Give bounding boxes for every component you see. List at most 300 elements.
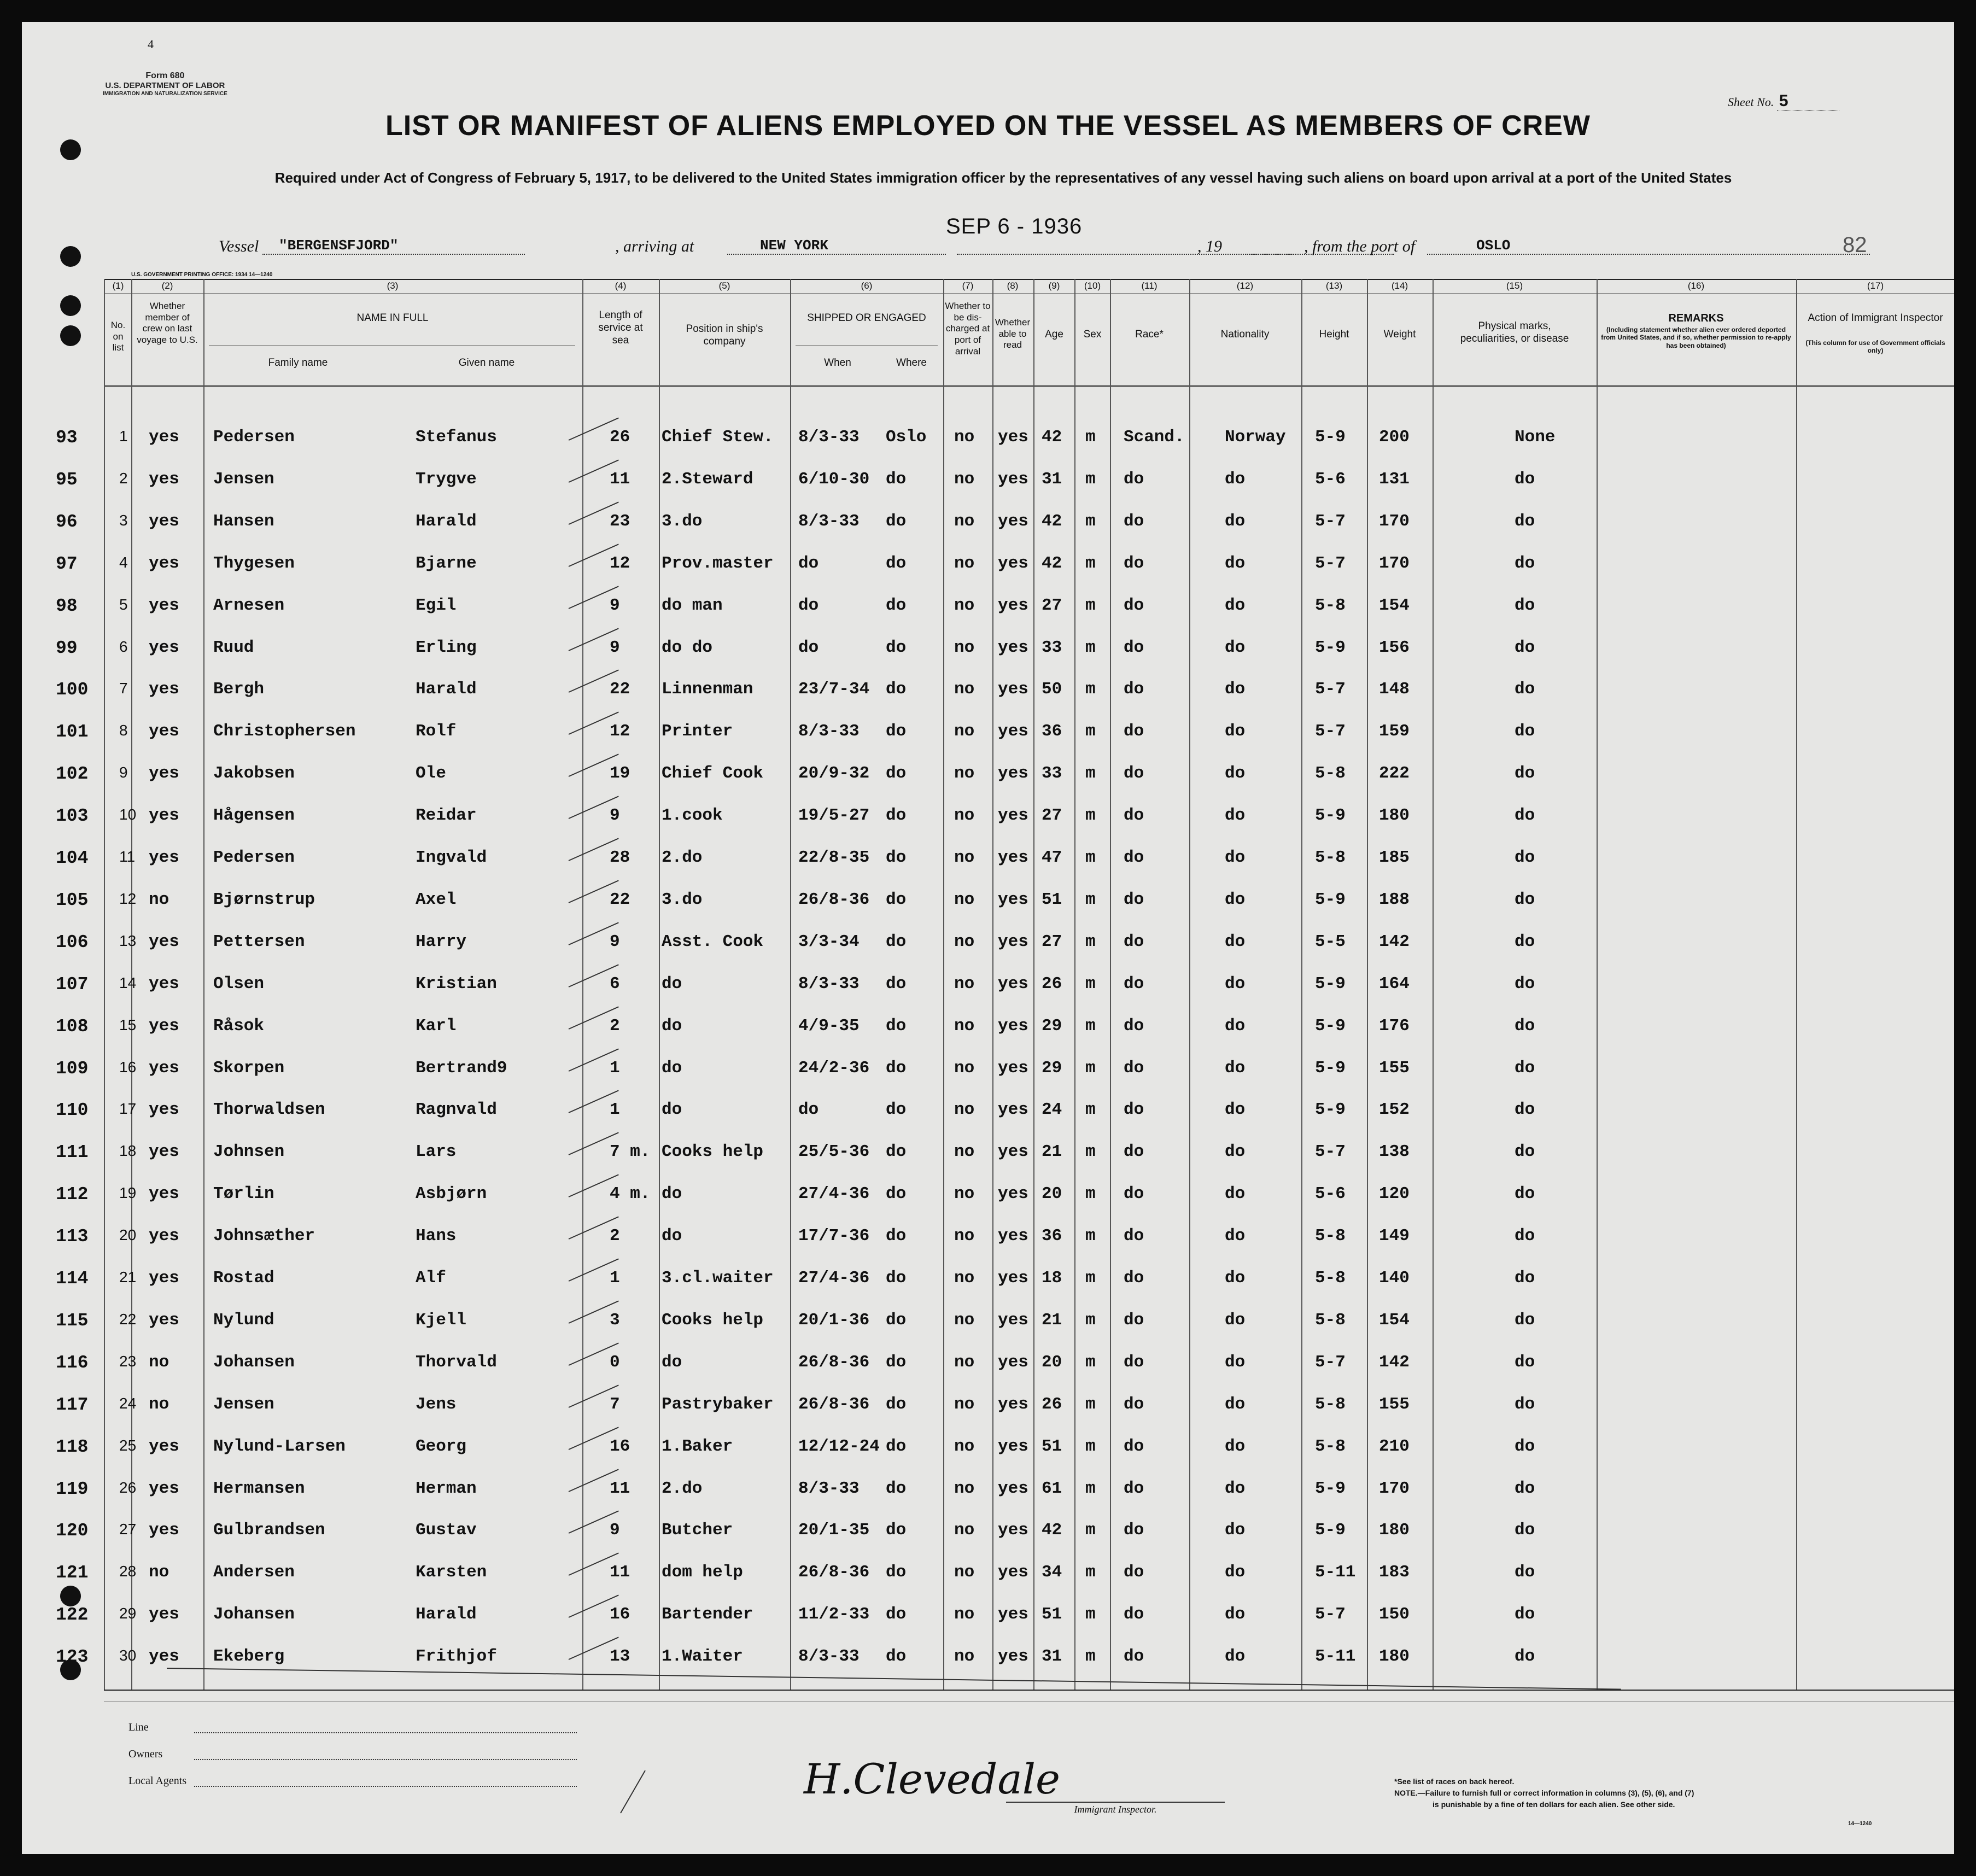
cell-to-be-discharged: no — [954, 806, 975, 826]
cell-engaged-where: do — [886, 722, 907, 741]
col-num: (7) — [962, 280, 974, 291]
cell-height: 5-5 — [1315, 932, 1346, 951]
cell-engaged-when: 22/8-35 — [798, 848, 870, 867]
cell-seq-number: 111 — [56, 1142, 89, 1163]
cell-sex: m — [1085, 764, 1096, 784]
cell-physical-marks: do — [1515, 1310, 1535, 1330]
cell-height: 5-7 — [1315, 553, 1346, 573]
cell-engaged-when: 11/2-33 — [798, 1605, 870, 1624]
cell-engaged-when: 17/7-36 — [798, 1226, 870, 1246]
header-no-on-list: No. on list — [110, 320, 126, 353]
vessel-name: "BERGENSFJORD" — [279, 237, 399, 254]
cell-race: do — [1124, 1184, 1144, 1204]
cell-race: do — [1124, 806, 1144, 826]
cell-list-number: 15 — [119, 1016, 137, 1033]
cell-sex: m — [1085, 1058, 1096, 1078]
cell-seq-number: 105 — [56, 890, 89, 910]
cell-weight: 188 — [1379, 890, 1410, 909]
cell-family-name: Johansen — [213, 1605, 295, 1624]
cell-weight: 170 — [1379, 511, 1410, 531]
table-row — [22, 932, 1954, 974]
cell-engaged-when: 27/4-36 — [798, 1269, 870, 1288]
cell-list-number: 3 — [119, 511, 128, 529]
cell-family-name: Pedersen — [213, 848, 295, 867]
cell-given-name: Gustav — [416, 1521, 477, 1540]
table-row — [22, 722, 1954, 763]
cell-to-be-discharged: no — [954, 1647, 975, 1667]
cell-height: 5-9 — [1315, 1058, 1346, 1078]
cell-engaged-when: 26/8-36 — [798, 1394, 870, 1414]
cell-to-be-discharged: no — [954, 1605, 975, 1624]
arriving-port: NEW YORK — [760, 237, 828, 254]
cell-race: do — [1124, 1436, 1144, 1456]
cell-able-to-read: yes — [998, 1478, 1028, 1498]
cell-able-to-read: yes — [998, 1269, 1028, 1288]
cell-ship-position: 3.cl.waiter — [662, 1269, 774, 1288]
table-row — [22, 554, 1954, 595]
cell-engaged-where: do — [886, 1310, 907, 1330]
cell-physical-marks: do — [1515, 1058, 1535, 1078]
cell-height: 5-7 — [1315, 511, 1346, 531]
cell-ship-position: 3.do — [662, 890, 703, 909]
col-num: (11) — [1141, 280, 1157, 291]
cell-member-last-voyage: yes — [149, 511, 179, 531]
cell-race: do — [1124, 1352, 1144, 1372]
cell-ship-position: Printer — [662, 722, 733, 741]
cell-ship-position: Chief Stew. — [662, 428, 774, 447]
cell-nationality: do — [1225, 1605, 1246, 1624]
owners-label: Owners — [128, 1748, 163, 1760]
cell-ship-position: do man — [662, 595, 723, 615]
cell-age: 31 — [1042, 1647, 1062, 1667]
cell-seq-number: 122 — [56, 1605, 89, 1626]
cell-seq-number: 120 — [56, 1521, 89, 1541]
cell-age: 27 — [1042, 806, 1062, 826]
cell-seq-number: 113 — [56, 1226, 89, 1247]
year-label: , 19 — [1197, 237, 1222, 255]
cell-race: do — [1124, 1478, 1144, 1498]
cell-sex: m — [1085, 806, 1096, 826]
cell-engaged-where: do — [886, 1394, 907, 1414]
cell-age: 20 — [1042, 1184, 1062, 1204]
cell-family-name: Gulbrandsen — [213, 1521, 325, 1540]
cell-weight: 159 — [1379, 722, 1410, 741]
cell-length-of-service: 13 — [610, 1647, 630, 1667]
cell-age: 51 — [1042, 1436, 1062, 1456]
cell-race: do — [1124, 1058, 1144, 1078]
cell-able-to-read: yes — [998, 764, 1028, 784]
cell-age: 42 — [1042, 553, 1062, 573]
cell-weight: 176 — [1379, 1016, 1410, 1036]
cell-given-name: Harald — [416, 511, 477, 531]
cell-engaged-where: do — [886, 595, 907, 615]
cell-engaged-when: 23/7-34 — [798, 680, 870, 699]
cell-family-name: Andersen — [213, 1563, 295, 1582]
cell-family-name: Ekeberg — [213, 1647, 285, 1667]
table-row — [22, 1605, 1954, 1646]
cell-weight: 142 — [1379, 932, 1410, 951]
cell-able-to-read: yes — [998, 428, 1028, 447]
cell-list-number: 14 — [119, 974, 137, 991]
cell-age: 29 — [1042, 1016, 1062, 1036]
cell-to-be-discharged: no — [954, 638, 975, 657]
cell-height: 5-9 — [1315, 638, 1346, 657]
cell-weight: 164 — [1379, 974, 1410, 993]
cell-ship-position: 2.do — [662, 848, 703, 867]
vessel-label: Vessel — [219, 237, 259, 255]
cell-sex: m — [1085, 511, 1096, 531]
cell-seq-number: 119 — [56, 1478, 89, 1499]
cell-ship-position: do do — [662, 638, 713, 657]
cell-sex: m — [1085, 974, 1096, 993]
cell-to-be-discharged: no — [954, 680, 975, 699]
penalty-note-2: is punishable by a fine of ten dollars for each alien. See other side. — [1433, 1800, 1675, 1809]
cell-seq-number: 93 — [56, 428, 78, 448]
cell-physical-marks: do — [1515, 1016, 1535, 1036]
cell-able-to-read: yes — [998, 638, 1028, 657]
cell-sex: m — [1085, 1142, 1096, 1162]
cell-length-of-service: 7 m. — [610, 1142, 651, 1162]
signature-text: H.Clevedale — [804, 1755, 1061, 1803]
cell-length-of-service: 3 — [610, 1310, 620, 1330]
cell-family-name: Pedersen — [213, 428, 295, 447]
cell-age: 47 — [1042, 848, 1062, 867]
cell-ship-position: dom help — [662, 1563, 743, 1582]
cell-to-be-discharged: no — [954, 1436, 975, 1456]
cell-member-last-voyage: no — [149, 890, 169, 909]
cell-height: 5-9 — [1315, 1016, 1346, 1036]
cell-weight: 148 — [1379, 680, 1410, 699]
cell-height: 5-9 — [1315, 1521, 1346, 1540]
punch-hole — [60, 295, 81, 316]
cell-height: 5-6 — [1315, 1184, 1346, 1204]
cell-given-name: Harry — [416, 932, 467, 951]
cell-length-of-service: 12 — [610, 722, 630, 741]
cell-height: 5-7 — [1315, 1352, 1346, 1372]
cell-ship-position: 1.cook — [662, 806, 723, 826]
cell-race: do — [1124, 932, 1144, 951]
col-num: (10) — [1084, 280, 1101, 291]
cell-engaged-when: 25/5-36 — [798, 1142, 870, 1162]
cell-sex: m — [1085, 1563, 1096, 1582]
cell-seq-number: 115 — [56, 1310, 89, 1331]
table-row — [22, 1142, 1954, 1184]
cell-physical-marks: do — [1515, 1563, 1535, 1582]
cell-seq-number: 100 — [56, 680, 89, 700]
cell-race: do — [1124, 1016, 1144, 1036]
cell-seq-number: 103 — [56, 806, 89, 827]
cell-weight: 142 — [1379, 1352, 1410, 1372]
table-row — [22, 470, 1954, 511]
from-port-label: , from the port of — [1304, 237, 1416, 255]
cell-weight: 185 — [1379, 848, 1410, 867]
table-row — [22, 1647, 1954, 1688]
header-family-name: Family name — [268, 357, 328, 369]
cell-member-last-voyage: yes — [149, 1521, 179, 1540]
cell-family-name: Bjørnstrup — [213, 890, 315, 909]
col-num: (8) — [1007, 280, 1019, 291]
cell-sex: m — [1085, 890, 1096, 909]
cell-length-of-service: 16 — [610, 1436, 630, 1456]
cell-to-be-discharged: no — [954, 1310, 975, 1330]
cell-ship-position: do — [662, 1100, 682, 1120]
cell-sex: m — [1085, 638, 1096, 657]
cell-length-of-service: 9 — [610, 595, 620, 615]
cell-nationality: do — [1225, 1394, 1246, 1414]
cell-family-name: Hansen — [213, 511, 274, 531]
table-row — [22, 764, 1954, 805]
cell-physical-marks: do — [1515, 932, 1535, 951]
cell-able-to-read: yes — [998, 1184, 1028, 1204]
line-field — [128, 1721, 149, 1734]
header-race: Race* — [1135, 329, 1164, 340]
cell-seq-number: 123 — [56, 1647, 89, 1668]
cell-able-to-read: yes — [998, 469, 1028, 489]
from-port: OSLO — [1476, 237, 1511, 254]
cell-race: do — [1124, 1563, 1144, 1582]
cell-able-to-read: yes — [998, 553, 1028, 573]
cell-seq-number: 107 — [56, 974, 89, 995]
table-row — [22, 1226, 1954, 1268]
arriving-label: , arriving at — [615, 237, 694, 255]
cell-age: 31 — [1042, 469, 1062, 489]
cell-physical-marks: do — [1515, 595, 1535, 615]
cell-given-name: Karsten — [416, 1563, 487, 1582]
cell-physical-marks: do — [1515, 680, 1535, 699]
cell-seq-number: 99 — [56, 638, 78, 658]
cell-nationality: do — [1225, 1142, 1246, 1162]
cell-to-be-discharged: no — [954, 595, 975, 615]
cell-member-last-voyage: no — [149, 1394, 169, 1414]
cell-family-name: Skorpen — [213, 1058, 285, 1078]
footer-notes — [1394, 1776, 1694, 1810]
cell-height: 5-7 — [1315, 722, 1346, 741]
col-num: (3) — [387, 280, 399, 291]
cell-engaged-when: 20/1-35 — [798, 1521, 870, 1540]
cell-weight: 180 — [1379, 1647, 1410, 1667]
cell-family-name: Nylund-Larsen — [213, 1436, 346, 1456]
header-remarks: REMARKS — [1668, 312, 1724, 324]
cell-family-name: Rostad — [213, 1269, 274, 1288]
cell-ship-position: 3.do — [662, 511, 703, 531]
cell-weight: 149 — [1379, 1226, 1410, 1246]
cell-member-last-voyage: yes — [149, 1226, 179, 1246]
cell-age: 36 — [1042, 1226, 1062, 1246]
cell-member-last-voyage: yes — [149, 595, 179, 615]
cell-given-name: Harald — [416, 1605, 477, 1624]
cell-physical-marks: do — [1515, 1647, 1535, 1667]
table-row — [22, 1521, 1954, 1562]
header-physical: Physical marks, peculiarities, or disease — [1460, 320, 1569, 345]
cell-age: 51 — [1042, 1605, 1062, 1624]
cell-age: 26 — [1042, 1394, 1062, 1414]
cell-member-last-voyage: no — [149, 1352, 169, 1372]
cell-length-of-service: 1 — [610, 1058, 620, 1078]
cell-race: Scand. — [1124, 428, 1185, 447]
cell-sex: m — [1085, 1016, 1096, 1036]
cell-member-last-voyage: yes — [149, 1436, 179, 1456]
header-given-name: Given name — [458, 357, 515, 369]
cell-age: 26 — [1042, 974, 1062, 993]
cell-seq-number: 101 — [56, 722, 89, 743]
cell-engaged-where: do — [886, 848, 907, 867]
cell-sex: m — [1085, 848, 1096, 867]
cell-length-of-service: 6 — [610, 974, 620, 993]
cell-race: do — [1124, 553, 1144, 573]
cell-sex: m — [1085, 1478, 1096, 1498]
cell-age: 21 — [1042, 1142, 1062, 1162]
cell-length-of-service: 19 — [610, 764, 630, 784]
cell-family-name: Johansen — [213, 1352, 295, 1372]
col-num: (12) — [1236, 280, 1254, 291]
cell-weight: 170 — [1379, 553, 1410, 573]
cell-nationality: do — [1225, 890, 1246, 909]
cell-able-to-read: yes — [998, 1605, 1028, 1624]
cell-length-of-service: 22 — [610, 890, 630, 909]
cell-race: do — [1124, 722, 1144, 741]
cell-list-number: 20 — [119, 1226, 137, 1244]
cell-physical-marks: do — [1515, 1100, 1535, 1120]
form-number: Form 680 — [145, 71, 185, 80]
cell-weight: 150 — [1379, 1605, 1410, 1624]
cell-age: 33 — [1042, 764, 1062, 784]
cell-family-name: Jakobsen — [213, 764, 295, 784]
cell-list-number: 7 — [119, 680, 128, 697]
owners-field — [128, 1748, 162, 1761]
cell-race: do — [1124, 1142, 1144, 1162]
cell-able-to-read: yes — [998, 806, 1028, 826]
cell-family-name: Thorwaldsen — [213, 1100, 325, 1120]
cell-race: do — [1124, 1226, 1144, 1246]
cell-given-name: Hans — [416, 1226, 457, 1246]
cell-family-name: Nylund — [213, 1310, 274, 1330]
cell-family-name: Johnsen — [213, 1142, 285, 1162]
cell-given-name: Ragnvald — [416, 1100, 497, 1120]
cell-weight: 180 — [1379, 806, 1410, 826]
cell-nationality: do — [1225, 722, 1246, 741]
cell-nationality: do — [1225, 1647, 1246, 1667]
cell-engaged-where: do — [886, 1100, 907, 1120]
cell-ship-position: do — [662, 1016, 682, 1036]
cell-height: 5-8 — [1315, 1226, 1346, 1246]
cell-race: do — [1124, 848, 1144, 867]
cell-seq-number: 108 — [56, 1016, 89, 1037]
cell-engaged-where: do — [886, 1605, 907, 1624]
cell-height: 5-9 — [1315, 1100, 1346, 1120]
cell-length-of-service: 7 — [610, 1394, 620, 1414]
cell-weight: 154 — [1379, 1310, 1410, 1330]
sheet-number-value: 5 — [1777, 92, 1839, 111]
cell-family-name: Arnesen — [213, 595, 285, 615]
cell-height: 5-8 — [1315, 764, 1346, 784]
cell-length-of-service: 11 — [610, 1563, 630, 1582]
cell-family-name: Bergh — [213, 680, 265, 699]
cell-nationality: do — [1225, 1521, 1246, 1540]
cell-able-to-read: yes — [998, 511, 1028, 531]
cell-able-to-read: yes — [998, 1394, 1028, 1414]
cell-member-last-voyage: yes — [149, 764, 179, 784]
cell-member-last-voyage: yes — [149, 806, 179, 826]
cell-given-name: Kjell — [416, 1310, 467, 1330]
cell-engaged-where: do — [886, 1647, 907, 1667]
cell-member-last-voyage: yes — [149, 1142, 179, 1162]
cell-ship-position: Butcher — [662, 1521, 733, 1540]
cell-engaged-when: 4/9-35 — [798, 1016, 860, 1036]
cell-engaged-where: do — [886, 1016, 907, 1036]
cell-to-be-discharged: no — [954, 1016, 975, 1036]
cell-nationality: do — [1225, 764, 1246, 784]
cell-weight: 180 — [1379, 1521, 1410, 1540]
col-num: (2) — [161, 280, 173, 291]
cell-ship-position: do — [662, 1058, 682, 1078]
cell-ship-position: do — [662, 1352, 682, 1372]
cell-engaged-where: do — [886, 974, 907, 993]
cell-seq-number: 95 — [56, 469, 78, 490]
cell-physical-marks: do — [1515, 806, 1535, 826]
cell-list-number: 6 — [119, 638, 128, 655]
cell-given-name: Axel — [416, 890, 457, 909]
cell-family-name: Johnsæther — [213, 1226, 315, 1246]
cell-race: do — [1124, 469, 1144, 489]
cell-to-be-discharged: no — [954, 1058, 975, 1078]
cell-list-number: 24 — [119, 1394, 137, 1412]
table-row — [22, 1437, 1954, 1478]
cell-to-be-discharged: no — [954, 722, 975, 741]
cell-height: 5-9 — [1315, 806, 1346, 826]
cell-length-of-service: 4 m. — [610, 1184, 651, 1204]
cell-able-to-read: yes — [998, 1100, 1028, 1120]
cell-to-be-discharged: no — [954, 553, 975, 573]
cell-physical-marks: do — [1515, 638, 1535, 657]
cell-list-number: 10 — [119, 806, 137, 823]
cell-given-name: Erling — [416, 638, 477, 657]
cell-height: 5-8 — [1315, 595, 1346, 615]
cell-ship-position: 1.Waiter — [662, 1647, 743, 1667]
cell-nationality: do — [1225, 1269, 1246, 1288]
cell-engaged-where: do — [886, 469, 907, 489]
cell-length-of-service: 9 — [610, 932, 620, 951]
cell-to-be-discharged: no — [954, 1394, 975, 1414]
col-num: (13) — [1325, 280, 1343, 291]
cell-list-number: 22 — [119, 1310, 137, 1328]
cell-to-be-discharged: no — [954, 1100, 975, 1120]
cell-physical-marks: do — [1515, 1521, 1535, 1540]
cell-physical-marks: do — [1515, 890, 1535, 909]
cell-family-name: Pettersen — [213, 932, 305, 951]
table-row — [22, 1100, 1954, 1142]
table-row — [22, 638, 1954, 680]
cell-nationality: do — [1225, 932, 1246, 951]
cell-seq-number: 114 — [56, 1269, 89, 1289]
cell-height: 5-11 — [1315, 1563, 1356, 1582]
cell-given-name: Harald — [416, 680, 477, 699]
line-label: Line — [128, 1721, 149, 1733]
cell-length-of-service: 0 — [610, 1352, 620, 1372]
cell-member-last-voyage: yes — [149, 974, 179, 993]
table-row — [22, 1563, 1954, 1604]
cell-given-name: Rolf — [416, 722, 457, 741]
cell-engaged-where: do — [886, 890, 907, 909]
cell-seq-number: 117 — [56, 1394, 89, 1415]
cell-length-of-service: 22 — [610, 680, 630, 699]
cell-physical-marks: do — [1515, 1478, 1535, 1498]
cell-length-of-service: 11 — [610, 469, 630, 489]
cell-engaged-where: do — [886, 1142, 907, 1162]
corner-mark: 4 — [148, 37, 154, 51]
cell-family-name: Hermansen — [213, 1478, 305, 1498]
cell-height: 5-8 — [1315, 848, 1346, 867]
cell-seq-number: 110 — [56, 1100, 89, 1121]
